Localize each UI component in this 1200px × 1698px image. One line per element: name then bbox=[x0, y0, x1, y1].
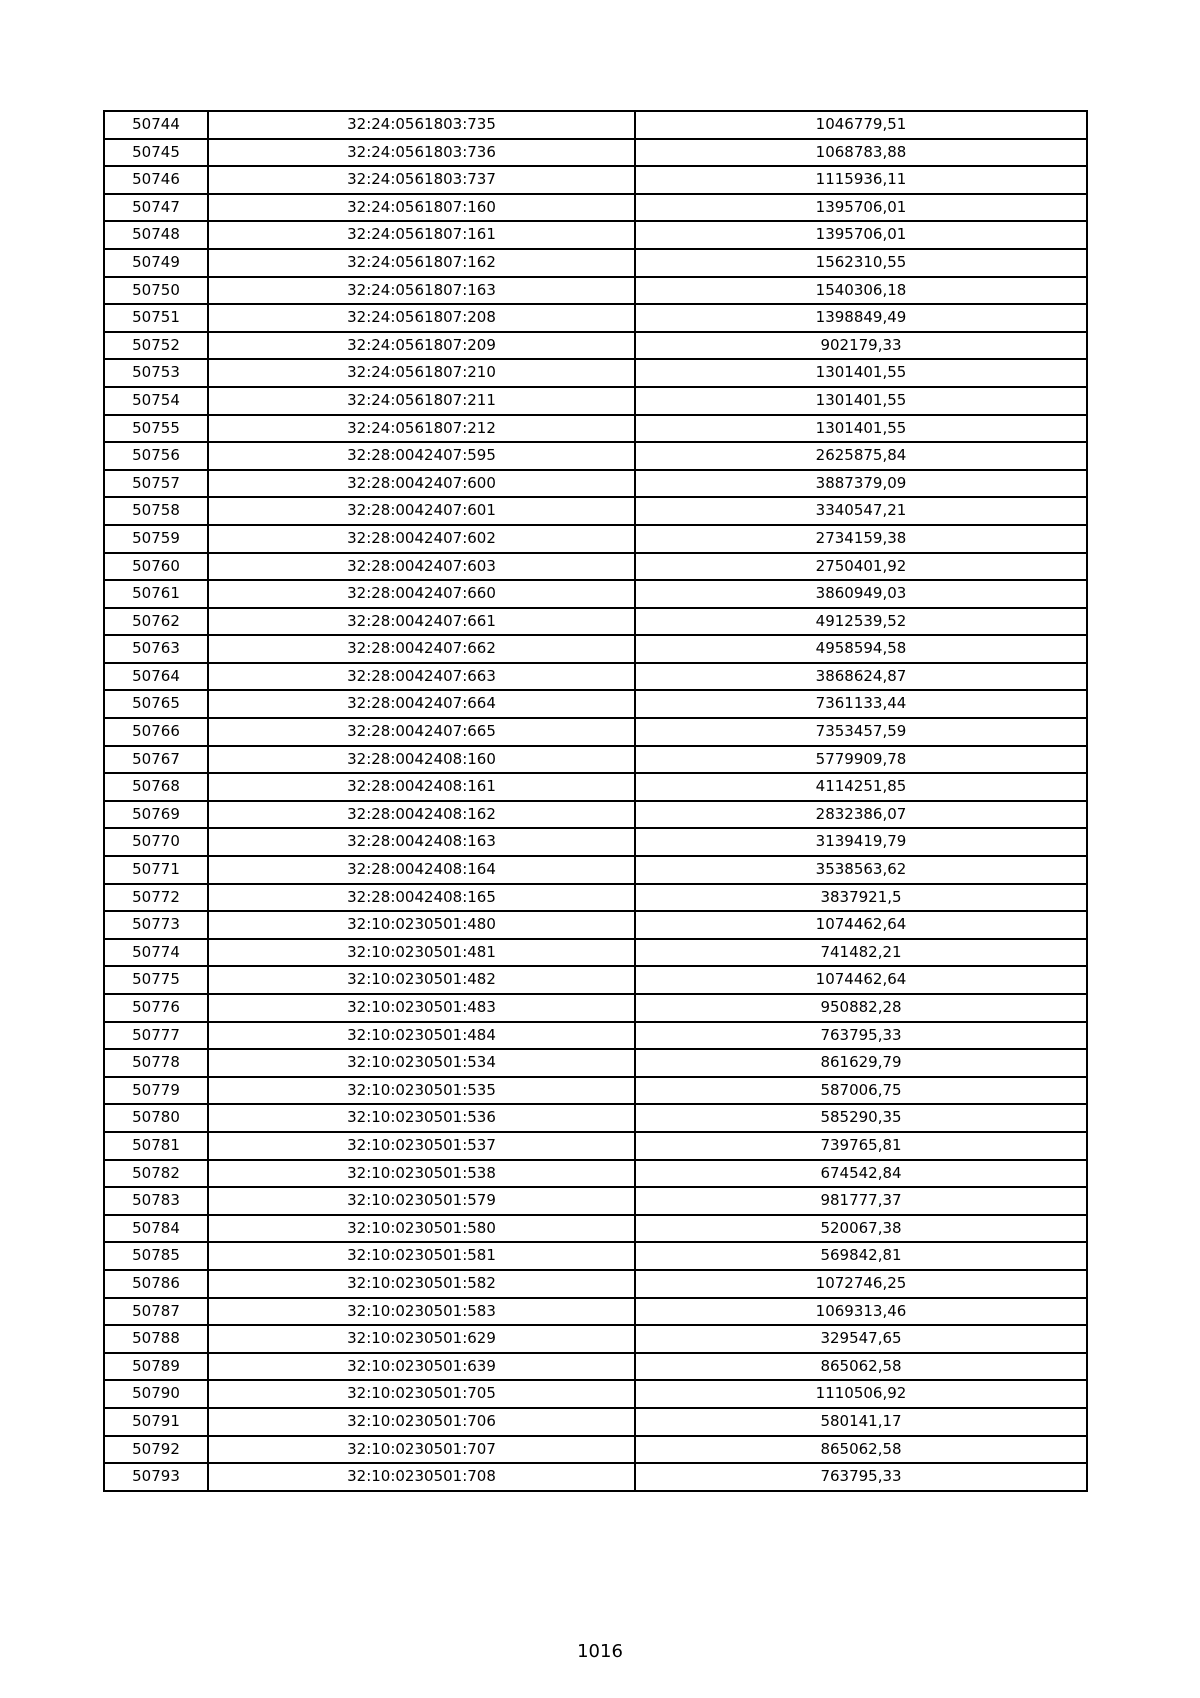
cadastral-number-cell: 32:24:0561807:209 bbox=[208, 332, 635, 360]
value-cell: 3837921,5 bbox=[635, 884, 1087, 912]
row-number-cell: 50758 bbox=[104, 497, 208, 525]
row-number-cell: 50749 bbox=[104, 249, 208, 277]
table-row bbox=[104, 442, 1087, 470]
value-cell: 3139419,79 bbox=[635, 828, 1087, 856]
data-table bbox=[103, 110, 1088, 1492]
table-row bbox=[104, 221, 1087, 249]
table-row bbox=[104, 1022, 1087, 1050]
cadastral-number-cell: 32:28:0042408:163 bbox=[208, 828, 635, 856]
cadastral-number-cell: 32:28:0042408:161 bbox=[208, 773, 635, 801]
table-row bbox=[104, 1104, 1087, 1132]
cadastral-number-cell: 32:28:0042407:664 bbox=[208, 690, 635, 718]
cadastral-number-cell: 32:28:0042408:165 bbox=[208, 884, 635, 912]
value-cell: 861629,79 bbox=[635, 1049, 1087, 1077]
row-number-cell: 50747 bbox=[104, 194, 208, 222]
value-cell: 5779909,78 bbox=[635, 746, 1087, 774]
cadastral-number-cell: 32:24:0561807:162 bbox=[208, 249, 635, 277]
value-cell: 1395706,01 bbox=[635, 221, 1087, 249]
table-row bbox=[104, 994, 1087, 1022]
table-row bbox=[104, 1408, 1087, 1436]
row-number-cell: 50793 bbox=[104, 1463, 208, 1491]
table-row bbox=[104, 690, 1087, 718]
table-row bbox=[104, 1436, 1087, 1464]
cadastral-number-cell: 32:24:0561807:210 bbox=[208, 359, 635, 387]
cadastral-number-cell: 32:10:0230501:579 bbox=[208, 1187, 635, 1215]
table-row bbox=[104, 139, 1087, 167]
cadastral-number-cell: 32:10:0230501:582 bbox=[208, 1270, 635, 1298]
cadastral-number-cell: 32:28:0042407:601 bbox=[208, 497, 635, 525]
cadastral-number-cell: 32:10:0230501:583 bbox=[208, 1298, 635, 1326]
table-row bbox=[104, 1160, 1087, 1188]
table-row bbox=[104, 111, 1087, 139]
cadastral-number-cell: 32:10:0230501:537 bbox=[208, 1132, 635, 1160]
table-row bbox=[104, 828, 1087, 856]
table-row bbox=[104, 1242, 1087, 1270]
cadastral-number-cell: 32:24:0561803:736 bbox=[208, 139, 635, 167]
row-number-cell: 50768 bbox=[104, 773, 208, 801]
table-row bbox=[104, 1049, 1087, 1077]
table-row bbox=[104, 304, 1087, 332]
value-cell: 981777,37 bbox=[635, 1187, 1087, 1215]
value-cell: 1068783,88 bbox=[635, 139, 1087, 167]
row-number-cell: 50773 bbox=[104, 911, 208, 939]
table-row bbox=[104, 1298, 1087, 1326]
row-number-cell: 50781 bbox=[104, 1132, 208, 1160]
table-row bbox=[104, 1215, 1087, 1243]
cadastral-number-cell: 32:24:0561807:208 bbox=[208, 304, 635, 332]
cadastral-number-cell: 32:28:0042407:665 bbox=[208, 718, 635, 746]
cadastral-number-cell: 32:10:0230501:639 bbox=[208, 1353, 635, 1381]
row-number-cell: 50786 bbox=[104, 1270, 208, 1298]
table-row bbox=[104, 856, 1087, 884]
table-row bbox=[104, 1077, 1087, 1105]
table-row bbox=[104, 415, 1087, 443]
value-cell: 1540306,18 bbox=[635, 277, 1087, 305]
row-number-cell: 50779 bbox=[104, 1077, 208, 1105]
cadastral-number-cell: 32:28:0042407:660 bbox=[208, 580, 635, 608]
row-number-cell: 50788 bbox=[104, 1325, 208, 1353]
row-number-cell: 50748 bbox=[104, 221, 208, 249]
row-number-cell: 50767 bbox=[104, 746, 208, 774]
value-cell: 4958594,58 bbox=[635, 635, 1087, 663]
cadastral-number-cell: 32:10:0230501:629 bbox=[208, 1325, 635, 1353]
value-cell: 763795,33 bbox=[635, 1022, 1087, 1050]
row-number-cell: 50763 bbox=[104, 635, 208, 663]
value-cell: 3538563,62 bbox=[635, 856, 1087, 884]
value-cell: 1074462,64 bbox=[635, 966, 1087, 994]
cadastral-number-cell: 32:10:0230501:483 bbox=[208, 994, 635, 1022]
table-row bbox=[104, 1270, 1087, 1298]
value-cell: 3887379,09 bbox=[635, 470, 1087, 498]
table-row bbox=[104, 635, 1087, 663]
table-row bbox=[104, 966, 1087, 994]
row-number-cell: 50761 bbox=[104, 580, 208, 608]
row-number-cell: 50790 bbox=[104, 1380, 208, 1408]
value-cell: 1110506,92 bbox=[635, 1380, 1087, 1408]
cadastral-number-cell: 32:10:0230501:581 bbox=[208, 1242, 635, 1270]
table-row bbox=[104, 332, 1087, 360]
value-cell: 4114251,85 bbox=[635, 773, 1087, 801]
value-cell: 1301401,55 bbox=[635, 359, 1087, 387]
value-cell: 1301401,55 bbox=[635, 387, 1087, 415]
row-number-cell: 50782 bbox=[104, 1160, 208, 1188]
value-cell: 3340547,21 bbox=[635, 497, 1087, 525]
row-number-cell: 50762 bbox=[104, 608, 208, 636]
table-row bbox=[104, 746, 1087, 774]
row-number-cell: 50750 bbox=[104, 277, 208, 305]
cadastral-number-cell: 32:24:0561807:212 bbox=[208, 415, 635, 443]
value-cell: 580141,17 bbox=[635, 1408, 1087, 1436]
table-row bbox=[104, 580, 1087, 608]
value-cell: 1562310,55 bbox=[635, 249, 1087, 277]
row-number-cell: 50746 bbox=[104, 166, 208, 194]
table-row bbox=[104, 1353, 1087, 1381]
cadastral-number-cell: 32:10:0230501:580 bbox=[208, 1215, 635, 1243]
row-number-cell: 50766 bbox=[104, 718, 208, 746]
table-row bbox=[104, 801, 1087, 829]
value-cell: 587006,75 bbox=[635, 1077, 1087, 1105]
row-number-cell: 50775 bbox=[104, 966, 208, 994]
value-cell: 2625875,84 bbox=[635, 442, 1087, 470]
cadastral-number-cell: 32:24:0561807:163 bbox=[208, 277, 635, 305]
value-cell: 7361133,44 bbox=[635, 690, 1087, 718]
table-row bbox=[104, 663, 1087, 691]
table-row bbox=[104, 884, 1087, 912]
cadastral-number-cell: 32:10:0230501:705 bbox=[208, 1380, 635, 1408]
row-number-cell: 50751 bbox=[104, 304, 208, 332]
value-cell: 739765,81 bbox=[635, 1132, 1087, 1160]
cadastral-number-cell: 32:28:0042407:662 bbox=[208, 635, 635, 663]
table-row bbox=[104, 277, 1087, 305]
value-cell: 674542,84 bbox=[635, 1160, 1087, 1188]
table-row bbox=[104, 1132, 1087, 1160]
cadastral-number-cell: 32:10:0230501:480 bbox=[208, 911, 635, 939]
table-row bbox=[104, 497, 1087, 525]
row-number-cell: 50752 bbox=[104, 332, 208, 360]
value-cell: 3860949,03 bbox=[635, 580, 1087, 608]
value-cell: 585290,35 bbox=[635, 1104, 1087, 1132]
row-number-cell: 50769 bbox=[104, 801, 208, 829]
row-number-cell: 50753 bbox=[104, 359, 208, 387]
row-number-cell: 50778 bbox=[104, 1049, 208, 1077]
cadastral-number-cell: 32:24:0561803:735 bbox=[208, 111, 635, 139]
row-number-cell: 50744 bbox=[104, 111, 208, 139]
cadastral-number-cell: 32:28:0042408:162 bbox=[208, 801, 635, 829]
row-number-cell: 50770 bbox=[104, 828, 208, 856]
table-row bbox=[104, 249, 1087, 277]
table-row bbox=[104, 1463, 1087, 1491]
cadastral-number-cell: 32:28:0042407:663 bbox=[208, 663, 635, 691]
value-cell: 902179,33 bbox=[635, 332, 1087, 360]
row-number-cell: 50765 bbox=[104, 690, 208, 718]
cadastral-number-cell: 32:24:0561807:160 bbox=[208, 194, 635, 222]
row-number-cell: 50791 bbox=[104, 1408, 208, 1436]
value-cell: 329547,65 bbox=[635, 1325, 1087, 1353]
value-cell: 865062,58 bbox=[635, 1353, 1087, 1381]
cadastral-number-cell: 32:28:0042407:603 bbox=[208, 553, 635, 581]
table-row bbox=[104, 718, 1087, 746]
row-number-cell: 50774 bbox=[104, 939, 208, 967]
page-number: 1016 bbox=[577, 1641, 623, 1662]
table-row bbox=[104, 1325, 1087, 1353]
row-number-cell: 50780 bbox=[104, 1104, 208, 1132]
value-cell: 4912539,52 bbox=[635, 608, 1087, 636]
table-row bbox=[104, 525, 1087, 553]
value-cell: 1046779,51 bbox=[635, 111, 1087, 139]
cadastral-number-cell: 32:10:0230501:535 bbox=[208, 1077, 635, 1105]
row-number-cell: 50784 bbox=[104, 1215, 208, 1243]
table-row bbox=[104, 359, 1087, 387]
value-cell: 520067,38 bbox=[635, 1215, 1087, 1243]
cadastral-number-cell: 32:10:0230501:482 bbox=[208, 966, 635, 994]
row-number-cell: 50757 bbox=[104, 470, 208, 498]
row-number-cell: 50760 bbox=[104, 553, 208, 581]
row-number-cell: 50771 bbox=[104, 856, 208, 884]
value-cell: 1398849,49 bbox=[635, 304, 1087, 332]
cadastral-number-cell: 32:10:0230501:534 bbox=[208, 1049, 635, 1077]
table-row bbox=[104, 911, 1087, 939]
cadastral-number-cell: 32:24:0561803:737 bbox=[208, 166, 635, 194]
row-number-cell: 50772 bbox=[104, 884, 208, 912]
cadastral-number-cell: 32:10:0230501:708 bbox=[208, 1463, 635, 1491]
row-number-cell: 50756 bbox=[104, 442, 208, 470]
row-number-cell: 50785 bbox=[104, 1242, 208, 1270]
cadastral-number-cell: 32:28:0042407:595 bbox=[208, 442, 635, 470]
table-row bbox=[104, 166, 1087, 194]
cadastral-number-cell: 32:10:0230501:481 bbox=[208, 939, 635, 967]
cadastral-number-cell: 32:28:0042407:600 bbox=[208, 470, 635, 498]
table-row bbox=[104, 470, 1087, 498]
cadastral-number-cell: 32:28:0042407:602 bbox=[208, 525, 635, 553]
cadastral-number-cell: 32:24:0561807:161 bbox=[208, 221, 635, 249]
value-cell: 2750401,92 bbox=[635, 553, 1087, 581]
row-number-cell: 50792 bbox=[104, 1436, 208, 1464]
value-cell: 2832386,07 bbox=[635, 801, 1087, 829]
value-cell: 1069313,46 bbox=[635, 1298, 1087, 1326]
value-cell: 741482,21 bbox=[635, 939, 1087, 967]
cadastral-number-cell: 32:10:0230501:707 bbox=[208, 1436, 635, 1464]
cadastral-number-cell: 32:28:0042408:164 bbox=[208, 856, 635, 884]
row-number-cell: 50745 bbox=[104, 139, 208, 167]
row-number-cell: 50789 bbox=[104, 1353, 208, 1381]
value-cell: 1115936,11 bbox=[635, 166, 1087, 194]
table-row bbox=[104, 939, 1087, 967]
value-cell: 7353457,59 bbox=[635, 718, 1087, 746]
value-cell: 1074462,64 bbox=[635, 911, 1087, 939]
value-cell: 950882,28 bbox=[635, 994, 1087, 1022]
cadastral-number-cell: 32:28:0042408:160 bbox=[208, 746, 635, 774]
cadastral-number-cell: 32:28:0042407:661 bbox=[208, 608, 635, 636]
value-cell: 1395706,01 bbox=[635, 194, 1087, 222]
table-row bbox=[104, 773, 1087, 801]
row-number-cell: 50755 bbox=[104, 415, 208, 443]
row-number-cell: 50776 bbox=[104, 994, 208, 1022]
value-cell: 865062,58 bbox=[635, 1436, 1087, 1464]
row-number-cell: 50764 bbox=[104, 663, 208, 691]
value-cell: 1301401,55 bbox=[635, 415, 1087, 443]
table-row bbox=[104, 608, 1087, 636]
cadastral-number-cell: 32:10:0230501:484 bbox=[208, 1022, 635, 1050]
value-cell: 569842,81 bbox=[635, 1242, 1087, 1270]
value-cell: 2734159,38 bbox=[635, 525, 1087, 553]
cadastral-number-cell: 32:24:0561807:211 bbox=[208, 387, 635, 415]
row-number-cell: 50787 bbox=[104, 1298, 208, 1326]
row-number-cell: 50754 bbox=[104, 387, 208, 415]
value-cell: 3868624,87 bbox=[635, 663, 1087, 691]
cadastral-number-cell: 32:10:0230501:706 bbox=[208, 1408, 635, 1436]
table-row bbox=[104, 1187, 1087, 1215]
row-number-cell: 50759 bbox=[104, 525, 208, 553]
table-row bbox=[104, 1380, 1087, 1408]
table-body bbox=[104, 111, 1087, 1491]
row-number-cell: 50783 bbox=[104, 1187, 208, 1215]
table-row bbox=[104, 553, 1087, 581]
cadastral-number-cell: 32:10:0230501:538 bbox=[208, 1160, 635, 1188]
table-row bbox=[104, 387, 1087, 415]
row-number-cell: 50777 bbox=[104, 1022, 208, 1050]
value-cell: 1072746,25 bbox=[635, 1270, 1087, 1298]
table-row bbox=[104, 194, 1087, 222]
cadastral-number-cell: 32:10:0230501:536 bbox=[208, 1104, 635, 1132]
value-cell: 763795,33 bbox=[635, 1463, 1087, 1491]
